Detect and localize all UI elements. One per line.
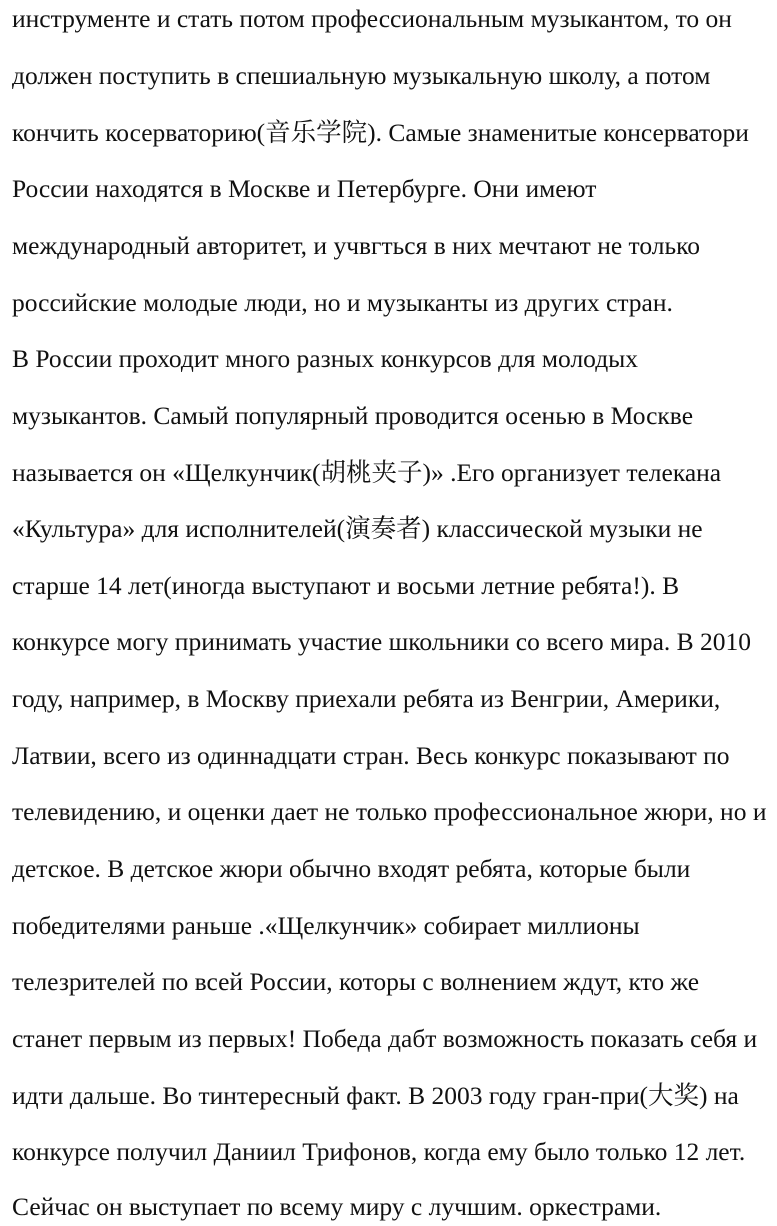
text-line: Латвии, всего из одиннадцати стран. Весь конкурс показывают по bbox=[12, 741, 730, 770]
text-line: В России проходит много разных конкурсов для молодых bbox=[12, 344, 639, 373]
text-line: старше 14 лет(иногда выступают и восьми летние ребята!). В bbox=[12, 571, 680, 600]
text-line: России находятся в Москве и Петербурге. Они имеют bbox=[12, 174, 597, 203]
text-line: должен поступить в спешиальную музыкальную школу, а потом bbox=[12, 61, 711, 90]
text-line: идти дальше. Во тинтересный факт. В 2003 году гран-при(大奖) на bbox=[12, 1081, 739, 1110]
text-line: конкурсе могу принимать участие школьники со всего мира. В 2010 bbox=[12, 627, 752, 656]
text-line: победителями раньше .«Щелкунчик» собирает миллионы bbox=[12, 911, 640, 940]
text-line: году, например, в Москву приехали ребята из Венгрии, Америки, bbox=[12, 684, 721, 713]
text-line: российские молодые люди, но и музыканты из других стран. bbox=[12, 288, 673, 317]
text-line: международный авторитет, и учвгться в них мечтают не только bbox=[12, 231, 700, 260]
text-line: Сейчас он выступает по всему миру с лучшим. оркестрами. bbox=[12, 1192, 662, 1221]
text-line: детское. В детское жюри обычно входят ребята, которые были bbox=[12, 854, 691, 883]
text-line: конкурсе получил Даниил Трифонов, когда ему было только 12 лет. bbox=[12, 1137, 746, 1166]
text-line: инструменте и стать потом профессиональным музыкантом, то он bbox=[12, 4, 732, 33]
text-line: телезрителей по всей России, которы с волнением ждут, кто же bbox=[12, 967, 700, 996]
text-line: станет первым из первых! Победа дабт возможность показать себя и bbox=[12, 1024, 758, 1053]
text-line: музыкантов. Самый популярный проводится осенью в Москве bbox=[12, 401, 694, 430]
text-line: «Культура» для исполнителей(演奏者) классической музыки не bbox=[12, 514, 703, 543]
text-line: называется он «Щелкунчик(胡桃夹子)» .Его организует телекана bbox=[12, 458, 722, 487]
text-line: телевидению, и оценки дает не только профессиональное жюри, но и bbox=[12, 797, 767, 826]
text-line: кончить косерваторию(音乐学院). Самые знаменитые консерватори bbox=[12, 118, 749, 147]
